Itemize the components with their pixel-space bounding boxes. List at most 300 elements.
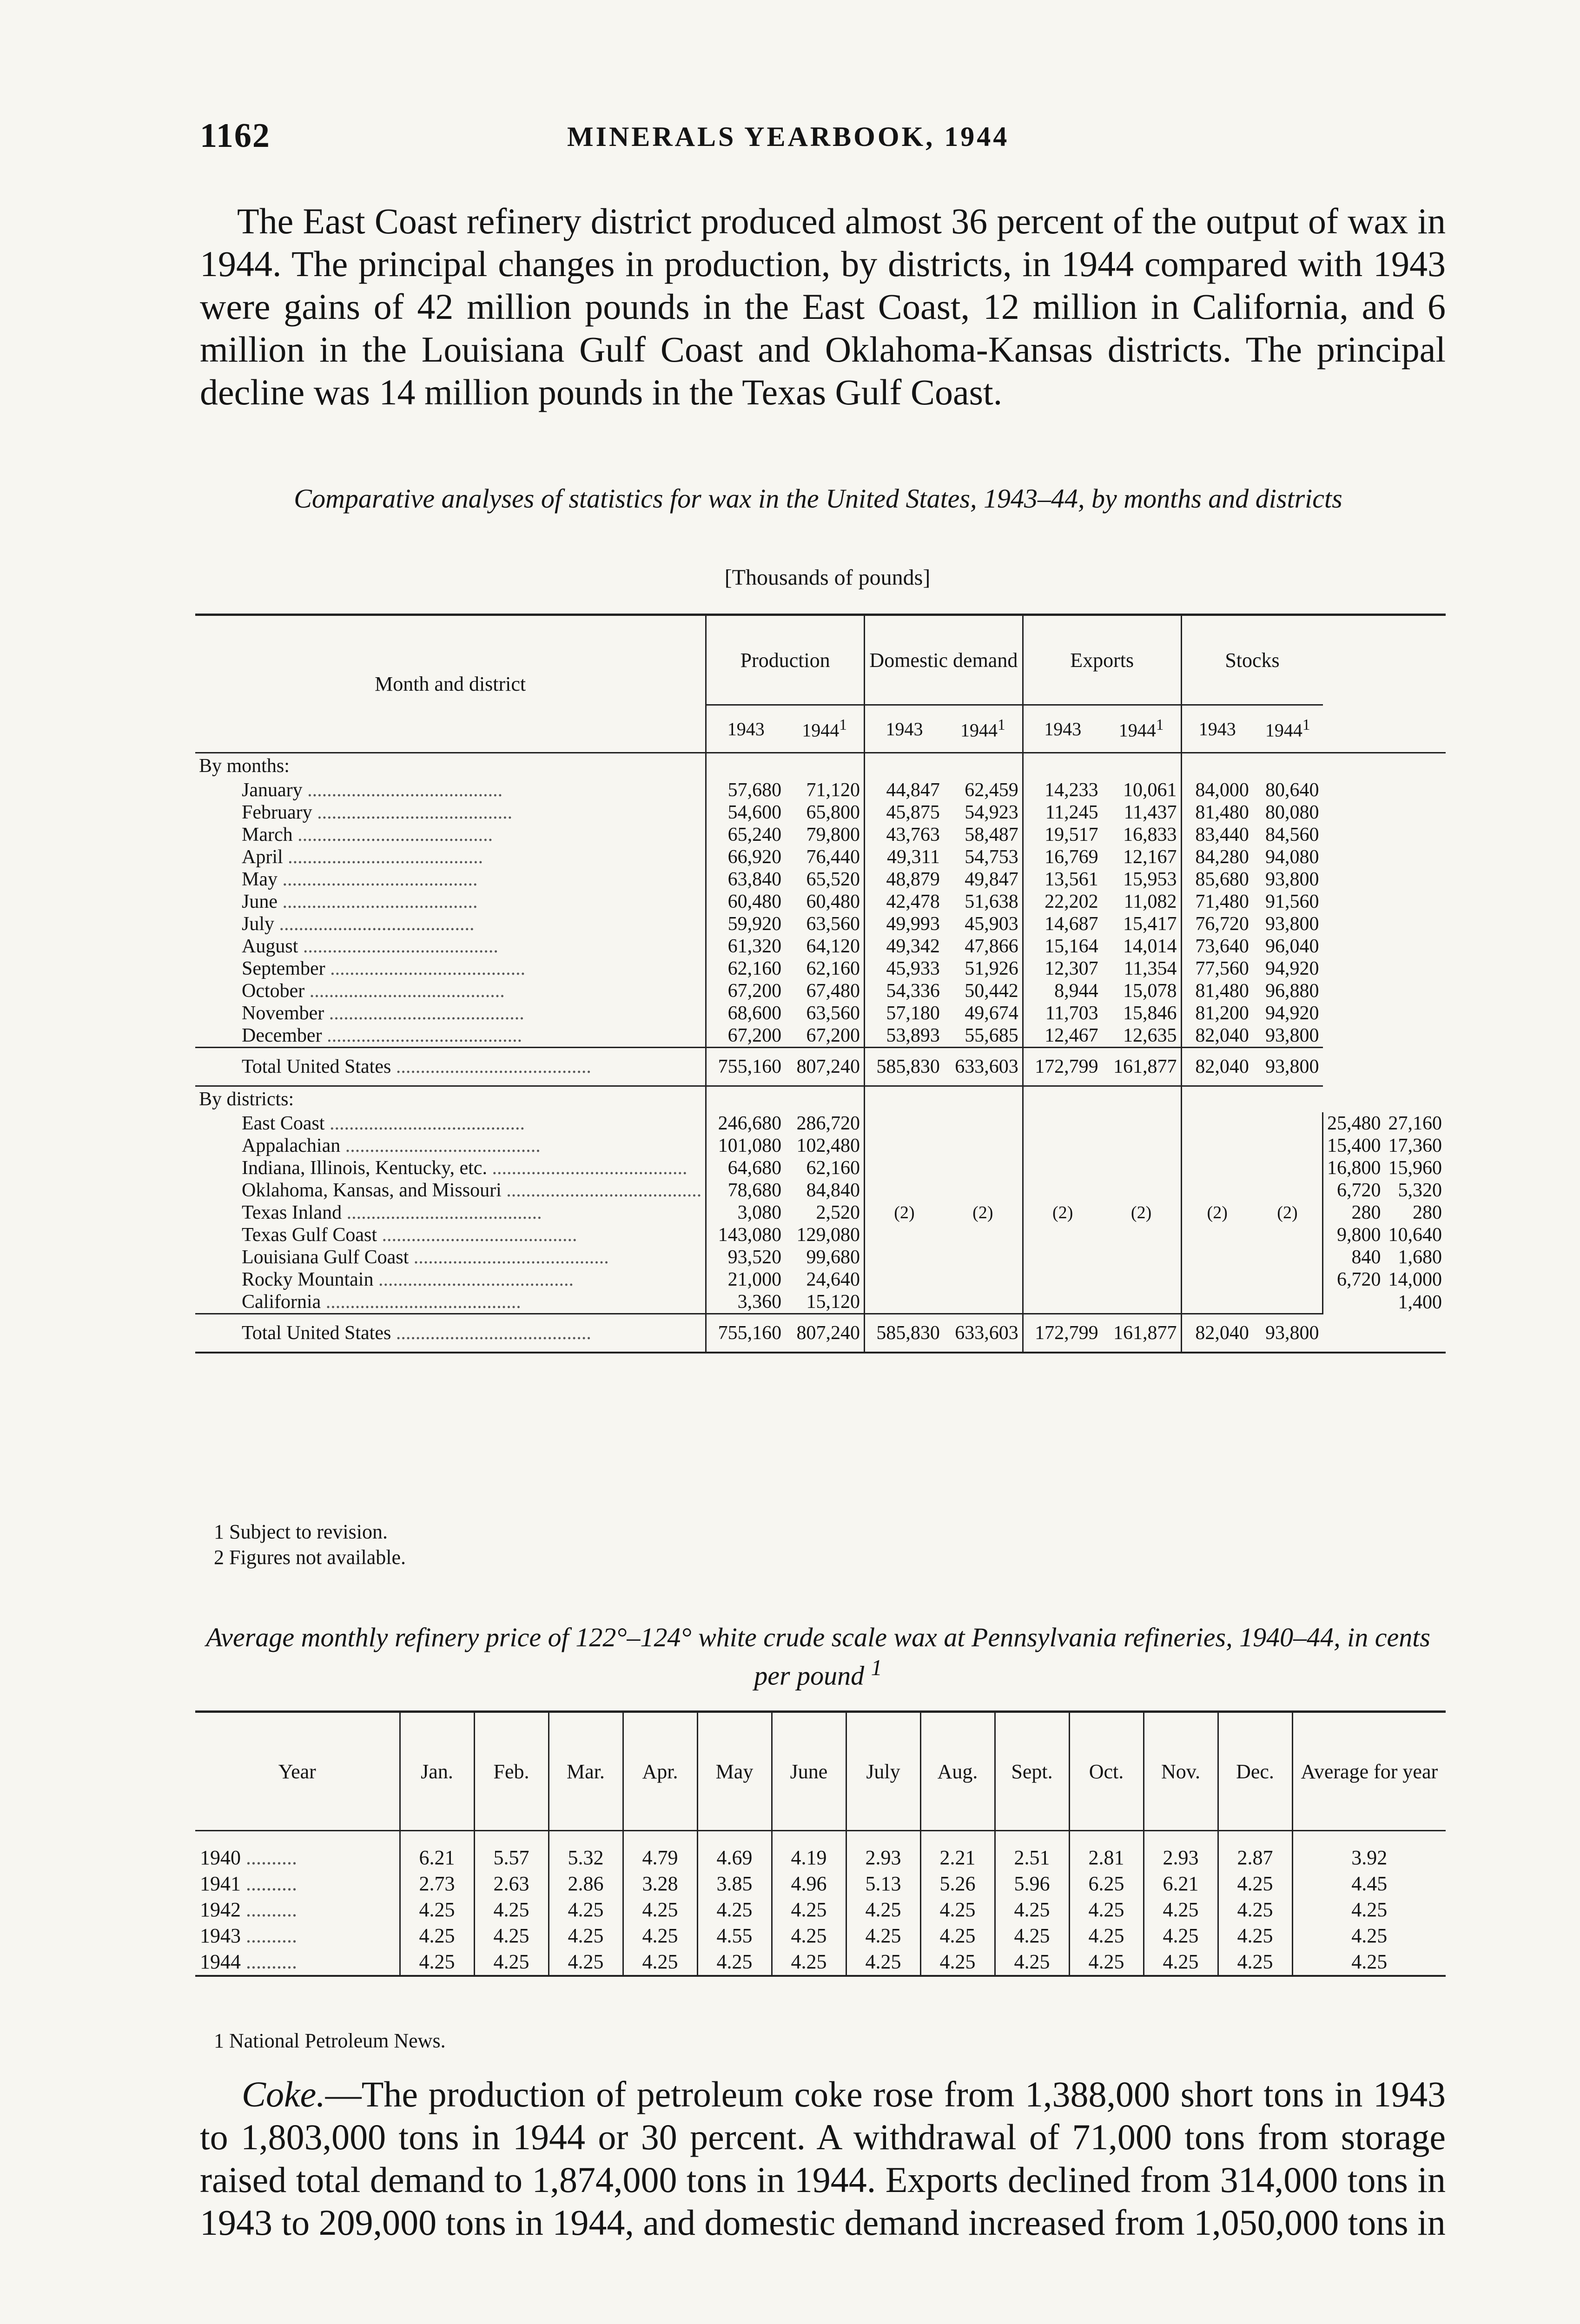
table-cell: 49,342 [886,936,940,957]
section-label: By months: [195,753,706,779]
table-row [195,868,1446,891]
revision-footnote-mark: 1 [839,716,847,734]
price-cell: 4.25 [772,1949,846,1976]
price-cell: 4.25 [400,1923,474,1949]
table-cell: 16,769 [1045,846,1098,868]
year-text: 1942 [200,1898,241,1921]
table-cell: 1,400 [1398,1291,1442,1313]
row-label [195,1246,706,1268]
table-cell: 94,920 [1265,1003,1319,1024]
row-label-text: February [242,802,312,823]
leader-dots: ........................................ [342,1202,542,1223]
not-available-mark: (2) [1130,1203,1152,1222]
total-cell: 172,799 [1023,1048,1102,1086]
leader-dots: ........................................ [409,1247,609,1268]
wax-table-units: [Thousands of pounds] [724,565,931,590]
row-label [195,935,706,957]
table-cell: 14,000 [1388,1269,1442,1290]
leader-dots: ........................................ [340,1135,541,1156]
total-cell: 82,040 [1181,1314,1253,1353]
table-row [195,801,1446,824]
table-cell: 65,520 [785,868,864,891]
table-cell: 48,879 [886,869,940,890]
table-cell: 67,200 [727,1025,782,1046]
table-cell: 57,680 [727,779,782,801]
row-label-text: August [242,936,298,957]
year-label: 1944 [1118,720,1156,741]
price-col-header: June [772,1712,846,1831]
price-cell: 4.25 [697,1949,772,1976]
price-cell: 4.25 [920,1949,995,1976]
table-cell: 16,833 [1102,824,1181,846]
row-label-text: Total United States [242,1322,391,1344]
price-cell: 4.25 [400,1897,474,1923]
table-cell: 286,720 [785,1112,864,1135]
table-row [195,846,1446,868]
leader-dots: ........................................ [501,1180,702,1201]
table-cell: 14,687 [1045,913,1098,935]
blank-cell [785,1086,864,1113]
section-label: By districts: [195,1086,706,1113]
row-label [195,1224,706,1246]
table-cell: 44,847 [886,779,940,801]
price-col-header: Nov. [1144,1712,1218,1831]
not-available-cell [944,1112,1023,1314]
table-cell [1323,1291,1385,1314]
price-cell: 4.25 [1351,1950,1388,1973]
year-label: 1944 [1265,720,1302,741]
table-row [195,1831,1446,1871]
table-cell: 246,680 [718,1113,782,1134]
row-label-text: Rocky Mountain [242,1269,374,1290]
table-cell: 25,480 [1327,1113,1381,1134]
table-cell: 280 [1413,1202,1442,1223]
table-cell: 93,520 [727,1247,782,1268]
price-cell: 4.25 [772,1923,846,1949]
table-cell: 99,680 [785,1246,864,1268]
leader-dots: ........................................ [278,869,478,890]
price-cell: 4.25 [1069,1949,1144,1976]
table-cell: 76,440 [785,846,864,868]
row-label [195,1202,706,1224]
table-cell: 80,080 [1265,802,1319,823]
table-cell: 3,360 [737,1291,782,1313]
not-available-cell [1253,1112,1323,1314]
price-cell: 4.25 [474,1923,549,1949]
table-cell: 14,233 [1045,779,1098,801]
price-cell: 4.25 [1069,1923,1144,1949]
section-row [195,753,1446,779]
leader-dots: .......... [241,1898,297,1921]
table-cell: 63,560 [785,913,864,935]
year-label: 1944 [802,720,840,741]
table-cell: 9,800 [1337,1224,1381,1246]
group-exports: Exports [1023,615,1181,705]
year-col-header [944,705,1023,753]
table-cell: 81,200 [1195,1003,1249,1024]
year-col-header [1102,705,1181,753]
total-row [195,1314,1446,1353]
row-label-text: Appalachian [242,1135,341,1156]
leader-dots: ........................................ [321,1291,521,1313]
table-cell: 50,442 [944,980,1023,1002]
table-cell: 15,960 [1388,1157,1442,1179]
table-cell: 58,487 [944,824,1023,846]
leader-dots: ........................................ [487,1157,688,1179]
price-col-header: Dec. [1218,1712,1292,1831]
stub-header: Month and district [195,615,706,753]
group-domestic-demand: Domestic demand [865,615,1023,705]
table-cell: 93,800 [1265,1025,1319,1046]
table-cell: 143,080 [718,1224,782,1246]
table-cell: 12,635 [1102,1024,1181,1048]
price-cell: 4.25 [1218,1949,1292,1976]
table-cell: 96,880 [1265,980,1319,1002]
table-row [195,1871,1446,1897]
wax-statistics-table [195,614,1446,1353]
table-row [195,779,1446,801]
price-cell: 5.96 [995,1871,1069,1897]
leader-dots: .......... [241,1872,297,1895]
price-col-header: Sept. [995,1712,1069,1831]
page-number: 1162 [200,117,271,155]
table-cell: 91,560 [1265,891,1319,912]
table-cell: 63,840 [727,869,782,890]
total-cell: 755,160 [706,1048,785,1086]
table-row [195,935,1446,957]
price-cell: 2.51 [995,1831,1069,1871]
price-cell: 6.25 [1069,1871,1144,1897]
price-cell: 4.25 [623,1897,697,1923]
table-cell: 49,993 [886,913,940,935]
table-cell: 81,480 [1195,802,1249,823]
price-col-header: Feb. [474,1712,549,1831]
not-available-mark: (2) [1207,1203,1228,1222]
table-cell: 93,800 [1265,913,1319,935]
table-cell: 65,240 [727,824,782,845]
row-label [195,1291,706,1314]
price-cell: 4.25 [549,1923,623,1949]
row-label-text: June [242,891,278,912]
price-cell: 2.93 [846,1831,920,1871]
price-cell: 5.32 [549,1831,623,1871]
row-label-text: East Coast [242,1113,325,1134]
table-cell: 5,320 [1398,1180,1442,1201]
table-cell: 11,703 [1045,1003,1098,1024]
year-col-header [865,705,944,753]
price-cell: 4.79 [623,1831,697,1871]
blank-cell [865,753,944,779]
leader-dots: ........................................ [391,1056,591,1077]
table-cell: 2,520 [785,1202,864,1224]
price-col-header: Mar. [549,1712,623,1831]
total-cell: 93,800 [1253,1314,1323,1353]
table-cell: 79,800 [785,824,864,846]
table-cell: 840 [1351,1247,1381,1268]
blank-cell [944,1086,1023,1113]
table-cell: 101,080 [718,1135,782,1156]
price-cell: 3.85 [697,1871,772,1897]
total-cell: 93,800 [1253,1048,1323,1086]
wax-footnote-1: 1 Subject to revision. [214,1520,388,1543]
wax-table-title: Comparative analyses of statistics for wax in the United States, 1943–44, by months and districts [294,483,1342,514]
table-cell: 45,933 [886,958,940,979]
table-row [195,913,1446,935]
leader-dots: ........................................ [391,1322,591,1344]
price-col-header: Aug. [920,1712,995,1831]
table-cell: 64,680 [727,1157,782,1179]
leader-dots: ........................................ [324,1113,525,1134]
row-label [195,1314,706,1353]
blank-cell [1023,753,1102,779]
row-label-text: California [242,1291,321,1313]
leader-dots: ........................................ [298,936,498,957]
table-cell: 64,120 [785,935,864,957]
price-footnote: 1 National Petroleum News. [214,2029,446,2052]
year-cell [195,1871,400,1897]
coke-paragraph [200,2073,1446,2244]
total-cell: 585,830 [865,1048,944,1086]
table-cell: 13,561 [1045,869,1098,890]
total-cell: 755,160 [706,1314,785,1353]
row-label [195,980,706,1002]
table-cell: 19,517 [1045,824,1098,845]
table-cell: 45,903 [944,913,1023,935]
price-table-title [191,1622,1446,1691]
row-label [195,1024,706,1048]
table-cell: 62,160 [785,957,864,980]
year-col-header [1253,705,1323,753]
blank-cell [785,753,864,779]
table-cell: 16,800 [1327,1157,1381,1179]
leader-dots: ........................................ [292,824,493,845]
group-production: Production [706,615,865,705]
table-cell: 73,640 [1195,936,1249,957]
year-label: 1943 [886,718,923,739]
blank-cell [1102,753,1181,779]
row-label [195,1268,706,1291]
table-row [195,891,1446,913]
revision-footnote-mark: 1 [1302,716,1310,734]
table-cell: 17,360 [1388,1135,1442,1156]
leader-dots: ........................................ [304,980,505,1002]
table-cell: 60,480 [727,891,782,912]
table-cell: 55,685 [944,1024,1023,1048]
not-available-cell [1181,1112,1253,1314]
table-cell: 80,640 [1265,779,1319,801]
table-cell: 59,920 [727,913,782,935]
table-cell: 15,846 [1102,1002,1181,1024]
price-cell: 4.25 [400,1949,474,1976]
row-label [195,1179,706,1202]
total-cell: 161,877 [1102,1048,1181,1086]
table-cell: 15,417 [1102,913,1181,935]
table-cell: 61,320 [727,936,782,957]
table-cell: 71,120 [785,779,864,801]
table-cell: 78,680 [727,1180,782,1201]
table-cell: 6,720 [1337,1269,1381,1290]
row-label [195,846,706,868]
price-cell: 4.25 [623,1949,697,1976]
row-label [195,868,706,891]
year-text: 1944 [200,1950,241,1973]
table-cell: 49,674 [944,1002,1023,1024]
total-row [195,1048,1446,1086]
row-label-text: September [242,958,325,979]
table-cell: 68,600 [727,1003,782,1024]
table-cell: 14,014 [1102,935,1181,957]
row-label [195,801,706,824]
price-cell: 4.25 [549,1949,623,1976]
table-cell: 27,160 [1388,1113,1442,1134]
blank-cell [1102,1086,1181,1113]
price-cell: 3.28 [623,1871,697,1897]
price-cell: 5.13 [846,1871,920,1897]
table-cell: 84,840 [785,1179,864,1202]
table-cell: 65,800 [785,801,864,824]
row-label [195,913,706,935]
price-cell: 4.45 [1351,1872,1388,1895]
row-label-text: January [242,779,303,801]
price-cell: 2.93 [1144,1831,1218,1871]
table-cell: 3,080 [737,1202,782,1223]
running-title: MINERALS YEARBOOK, 1944 [567,121,1010,152]
price-cell: 4.25 [920,1923,995,1949]
price-cell: 4.25 [772,1897,846,1923]
row-label-text: March [242,824,293,845]
leader-dots: ........................................ [325,958,526,979]
year-text: 1941 [200,1872,241,1895]
table-cell: 85,680 [1195,869,1249,890]
table-row [195,824,1446,846]
wax-footnote-2: 2 Figures not available. [214,1546,406,1569]
price-cell: 4.25 [995,1897,1069,1923]
price-cell: 2.63 [474,1871,549,1897]
price-cell: 2.21 [920,1831,995,1871]
table-cell: 60,480 [785,891,864,913]
table-cell: 15,164 [1045,936,1098,957]
table-cell: 77,560 [1195,958,1249,979]
price-cell: 4.25 [474,1949,549,1976]
row-label-text: May [242,869,278,890]
price-col-header: Oct. [1069,1712,1144,1831]
leader-dots: ........................................ [373,1269,574,1290]
year-cell [195,1949,400,1976]
table-cell: 102,480 [785,1135,864,1157]
table-cell: 12,467 [1045,1025,1098,1046]
leader-dots: ........................................ [312,802,513,823]
row-label-text: November [242,1003,324,1024]
year-cell [195,1897,400,1923]
blank-cell [706,753,785,779]
table-cell: 12,307 [1045,958,1098,979]
price-cell: 4.25 [623,1923,697,1949]
table-row [195,1949,1446,1976]
price-cell: 4.25 [474,1897,549,1923]
price-table-wrapper [195,1710,1446,1977]
table-cell: 47,866 [944,935,1023,957]
row-label-text: Texas Inland [242,1202,342,1223]
price-table-title-text: Average monthly refinery price of 122°–124° white crude scale wax at Pennsylvania refineries, 1940–44, in cents per pound [206,1622,1430,1691]
table-cell: 62,160 [785,1157,864,1179]
table-cell: 11,245 [1045,802,1098,823]
table-cell: 15,400 [1327,1135,1381,1156]
row-label-text: December [242,1025,322,1046]
price-col-header: May [697,1712,772,1831]
year-label: 1943 [1198,718,1236,739]
total-cell: 82,040 [1181,1048,1253,1086]
table-cell: 84,000 [1195,779,1249,801]
price-cell: 4.25 [995,1949,1069,1976]
not-available-mark: (2) [1277,1203,1298,1222]
not-available-cell [1102,1112,1181,1314]
not-available-mark: (2) [1052,1203,1073,1222]
row-label [195,1002,706,1024]
price-cell: 6.21 [1144,1871,1218,1897]
table-cell: 54,923 [944,801,1023,824]
table-cell: 43,763 [886,824,940,845]
row-label [195,824,706,846]
price-cell: 6.21 [400,1831,474,1871]
blank-cell [1181,753,1253,779]
table-cell: 96,040 [1265,936,1319,957]
section-row [195,1086,1446,1113]
table-cell: 54,336 [886,980,940,1002]
leader-dots: ........................................ [278,891,478,912]
table-row [195,1024,1446,1048]
table-cell: 53,893 [886,1025,940,1046]
price-cell: 4.25 [846,1923,920,1949]
table-cell: 10,061 [1102,779,1181,801]
year-text: 1943 [200,1924,241,1947]
leader-dots: ........................................ [274,913,475,935]
price-cell: 4.25 [846,1949,920,1976]
table-row [195,1002,1446,1024]
price-col-header: Year [195,1712,400,1831]
row-label [195,1112,706,1135]
price-cell: 4.25 [1218,1897,1292,1923]
table-cell: 67,480 [785,980,864,1002]
year-label: 1943 [727,718,765,739]
row-label-text: April [242,846,283,868]
table-row [195,957,1446,980]
blank-cell [944,753,1023,779]
price-table-title-note: 1 [871,1656,882,1680]
row-label-text: Texas Gulf Coast [242,1224,377,1246]
table-cell: 51,926 [944,957,1023,980]
table-cell: 71,480 [1195,891,1249,912]
table-cell: 54,753 [944,846,1023,868]
table-cell: 84,280 [1195,846,1249,868]
total-cell: 161,877 [1102,1314,1181,1353]
table-cell: 57,180 [886,1003,940,1024]
price-cell: 2.73 [400,1871,474,1897]
table-cell: 63,560 [785,1002,864,1024]
group-stocks: Stocks [1181,615,1322,705]
price-cell: 4.19 [772,1831,846,1871]
table-cell: 67,200 [727,980,782,1002]
table-cell: 24,640 [785,1268,864,1291]
coke-text: —The production of petroleum coke rose from 1,388,000 short tons in 1943 to 1,803,000 tons in 1944 or 30 percent. A withdrawal of 71,000 tons from storage raised total demand to 1,874,000 tons in 1944. Exports declined from 314,000 tons in 1943 to 209,000 tons in 1944, and domestic demand increased from 1,050,000 tons in [200,2074,1446,2243]
total-cell: 807,240 [785,1048,864,1086]
blank-cell [1253,753,1323,779]
year-cell [195,1831,400,1871]
table-cell: 15,120 [785,1291,864,1314]
year-cell [195,1923,400,1949]
table-cell: 11,354 [1102,957,1181,980]
price-cell: 4.96 [772,1871,846,1897]
blank-cell [1181,1086,1253,1113]
